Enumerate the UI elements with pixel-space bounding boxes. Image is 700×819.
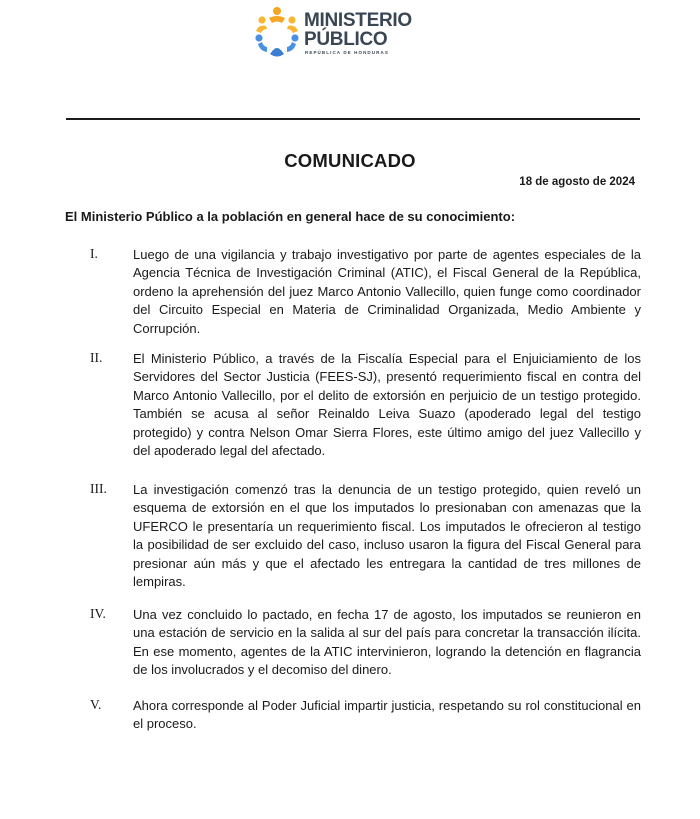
item-numeral: I. <box>90 246 98 261</box>
item-text: El Ministerio Público, a través de la Fiscalía Especial para el Enjuiciamiento de los Servidores del Sector Justicia (FEES-SJ), presentó requerimiento fiscal en contra del Marco Antonio Vallecillo, por el delito de extorsión en perjuicio de un testigo protegido. También se acusa al señor Reinaldo Leiva Suazo (apoderado legal del testigo protegido) y contra Nelson Omar Sierra Flores, este último amigo del juez Vallecillo y del apoderado legal del afectado. <box>133 351 641 459</box>
item-numeral: V. <box>90 697 102 712</box>
item-text: La investigación comenzó tras la denuncia de un testigo protegido, quien reveló un esquema de extorsión en el que los imputados lo presionaban con amenazas que la UFERCO le presentaría un requerimiento fiscal. Los imputados le ofrecieron al testigo la posibilidad de ser excluido del caso, incluso usaron la figura del Fiscal General para presionar aún más y que el afectado les entregara la cantidad de tres millones de lempiras. <box>133 482 641 590</box>
document-intro: El Ministerio Público a la población en general hace de su conocimiento: <box>65 209 516 224</box>
item-text: Ahora corresponde al Poder Juficial impartir justicia, respetando su rol constitucional en el proceso. <box>133 698 641 732</box>
document-date: 18 de agosto de 2024 <box>519 176 635 188</box>
logo-text-line1: MINISTERIO <box>304 10 412 31</box>
document-header <box>0 0 700 110</box>
item-numeral: IV. <box>90 606 106 621</box>
item-numeral: III. <box>90 481 107 496</box>
item-text: Luego de una vigilancia y trabajo investigativo por parte de agentes especiales de la Agencia Técnica de Investigación Criminal (ATIC), el Fiscal General de la República, ordeno la aprehensión del juez Marco Antonio Vallecillo, quien funge como coordinador del Circuito Especial en Materia de Criminalidad Organizada, Medio Ambiente y Corrupción. <box>133 247 641 336</box>
logo-text-line2: PÚBLICO <box>304 29 388 50</box>
ministerio-publico-logo <box>252 4 422 64</box>
people-circle-logo-icon <box>252 4 302 60</box>
item-text: Una vez concluido lo pactado, en fecha 17 de agosto, los imputados se reunieron en una estación de servicio en la salida al sur del país para concretar la transacción ilícita. En ese momento, agentes de la ATIC intervinieron, logrando la detención en flagrancia de los involucrados y el decomiso del dinero. <box>133 607 641 678</box>
item-numeral: II. <box>90 350 103 365</box>
logo-subtitle: REPÚBLICA DE HONDURAS <box>305 50 389 55</box>
header-divider <box>66 118 640 120</box>
document-title: COMUNICADO <box>284 150 416 171</box>
